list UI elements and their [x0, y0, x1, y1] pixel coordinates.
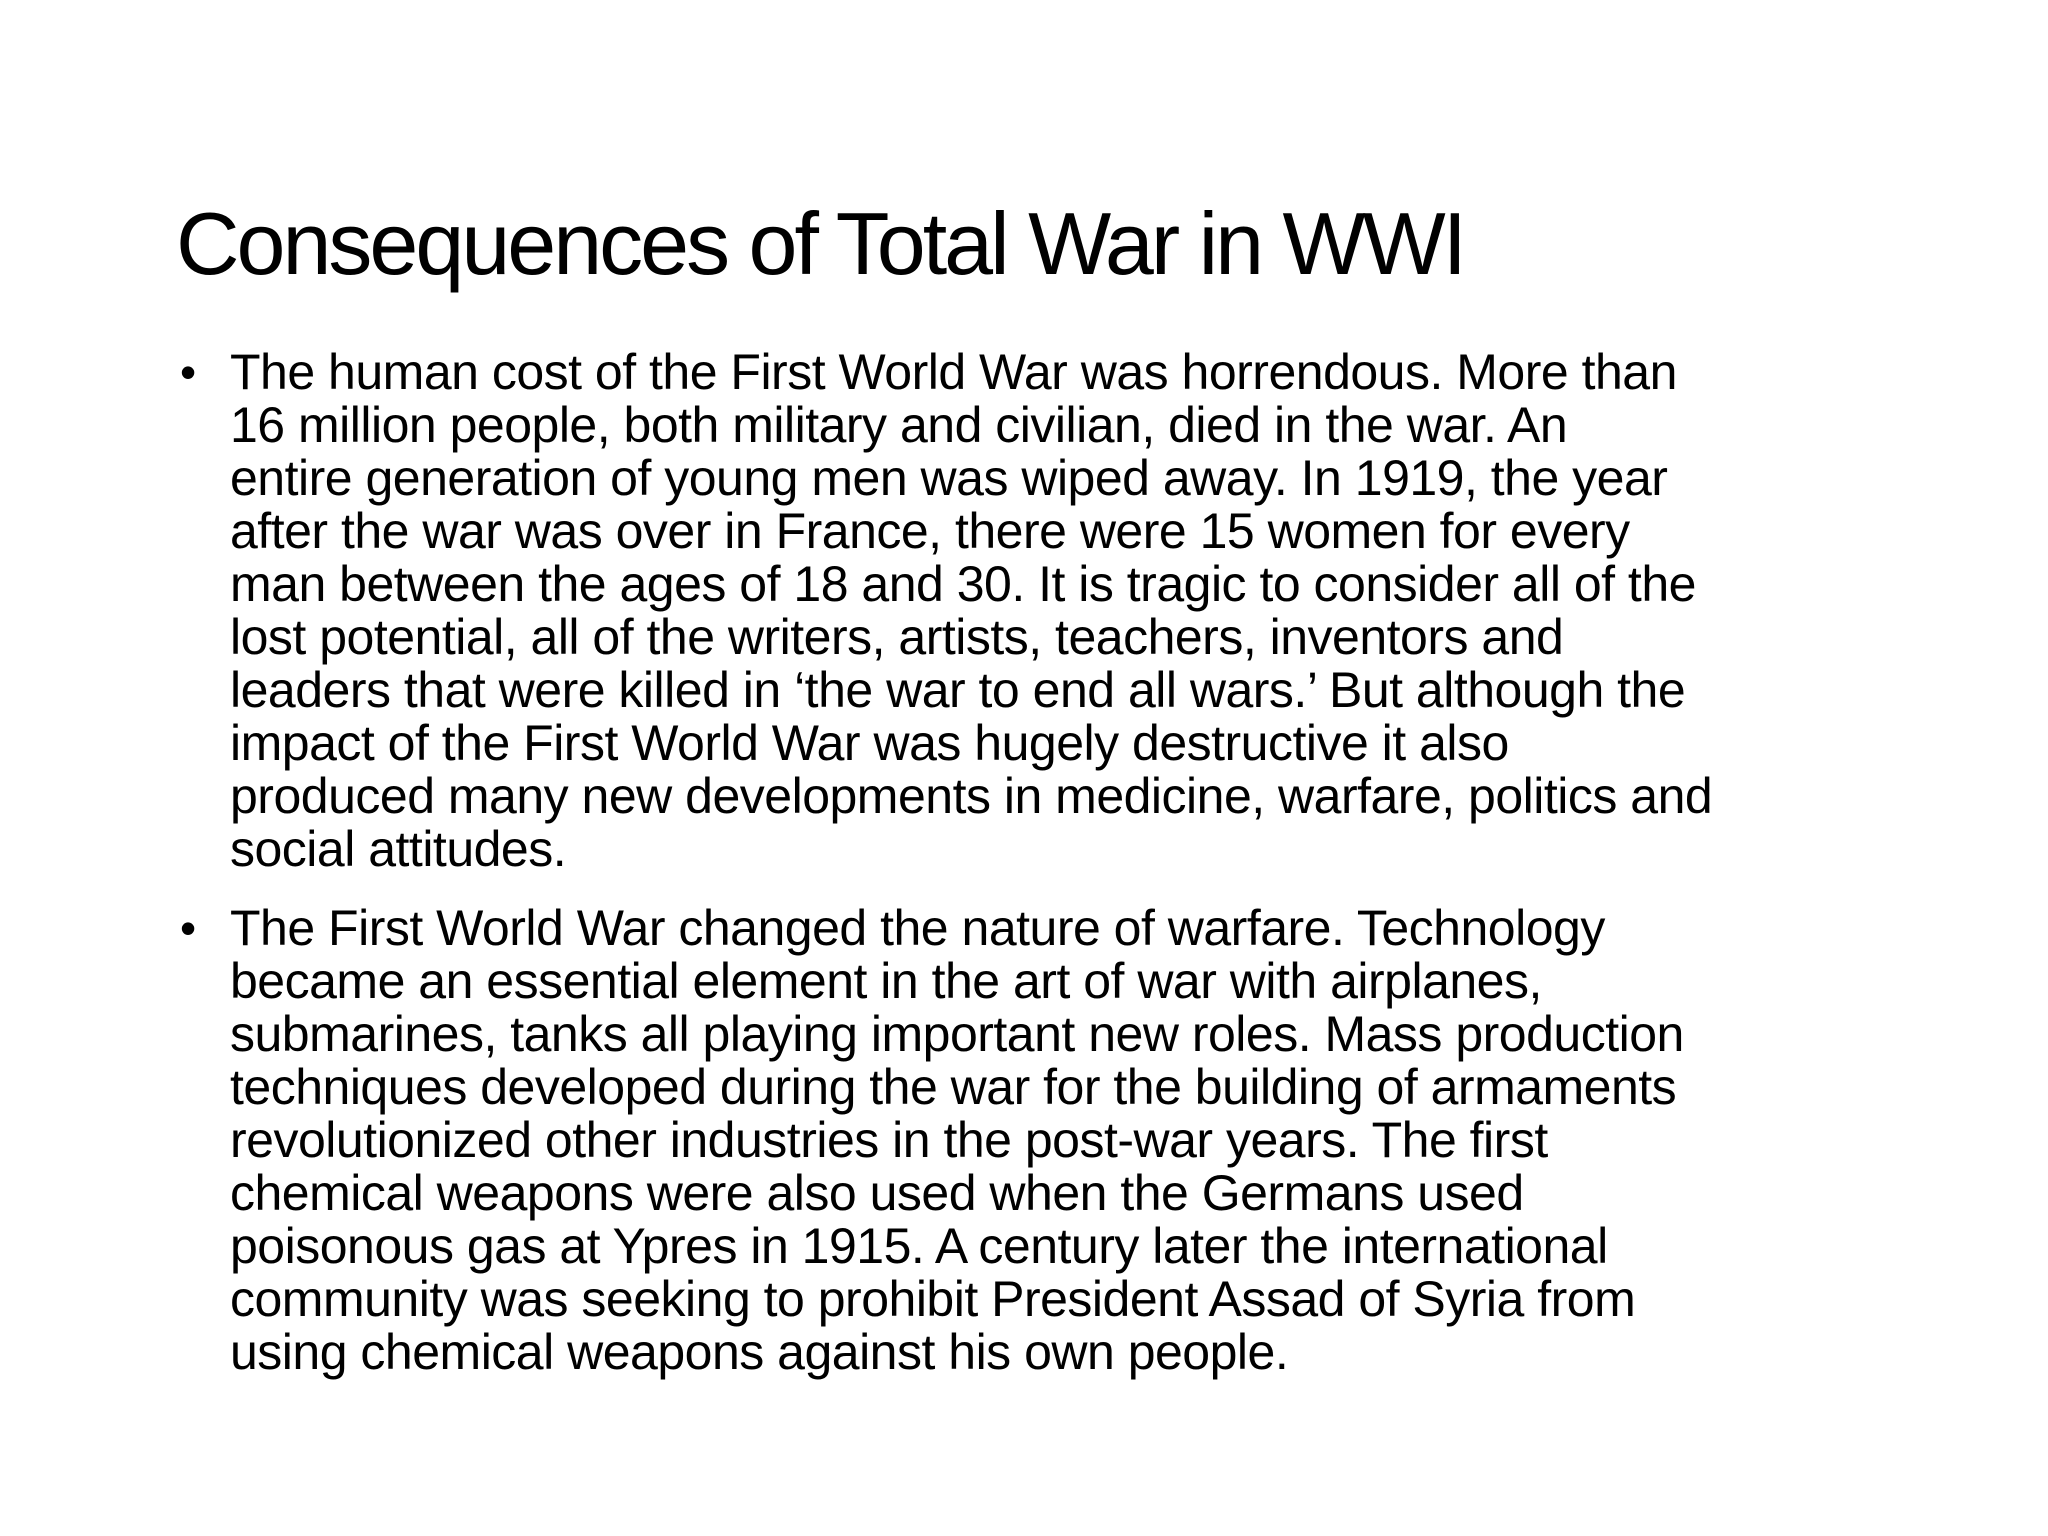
bullet-text-line: entire generation of young men was wiped away. In 1919, the year — [230, 450, 1668, 506]
bullet-text-line: 16 million people, both military and civilian, died in the war. An — [230, 397, 1568, 453]
bullet-text-line: revolutionized other industries in the post-war years. The first — [230, 1112, 1548, 1168]
bullet-dot-icon: • — [180, 902, 197, 954]
bullet-item-warfare — [176, 902, 2016, 1379]
bullet-text-line: leaders that were killed in ‘the war to end all wars.’ But although the — [230, 662, 1686, 718]
bullet-text-line: The First World War changed the nature of warfare. Technology — [230, 900, 1605, 956]
bullet-item-human-cost — [176, 346, 2016, 876]
bullet-text-line: poisonous gas at Ypres in 1915. A century later the international — [230, 1218, 1608, 1274]
bullet-text-line: techniques developed during the war for the building of armaments — [230, 1059, 1677, 1115]
bullet-text-line: after the war was over in France, there were 15 women for every — [230, 503, 1630, 559]
bullet-text-line: produced many new developments in medicine, warfare, politics and — [230, 768, 1713, 824]
bullet-list — [176, 346, 2016, 1405]
bullet-text-line: became an essential element in the art of war with airplanes, — [230, 953, 1542, 1009]
bullet-text-line: submarines, tanks all playing important new roles. Mass production — [230, 1006, 1684, 1062]
bullet-text-line: man between the ages of 18 and 30. It is tragic to consider all of the — [230, 556, 1696, 612]
bullet-dot-icon: • — [180, 346, 197, 398]
bullet-text-line: The human cost of the First World War was horrendous. More than — [230, 344, 1677, 400]
bullet-text-line: social attitudes. — [230, 821, 567, 877]
bullet-text-line: impact of the First World War was hugely destructive it also — [230, 715, 1509, 771]
bullet-text-line: community was seeking to prohibit President Assad of Syria from — [230, 1271, 1636, 1327]
bullet-text-line: using chemical weapons against his own people. — [230, 1324, 1289, 1380]
bullet-text-line: chemical weapons were also used when the Germans used — [230, 1165, 1524, 1221]
slide-title: Consequences of Total War in WWI — [176, 194, 1465, 293]
bullet-text-line: lost potential, all of the writers, artists, teachers, inventors and — [230, 609, 1564, 665]
